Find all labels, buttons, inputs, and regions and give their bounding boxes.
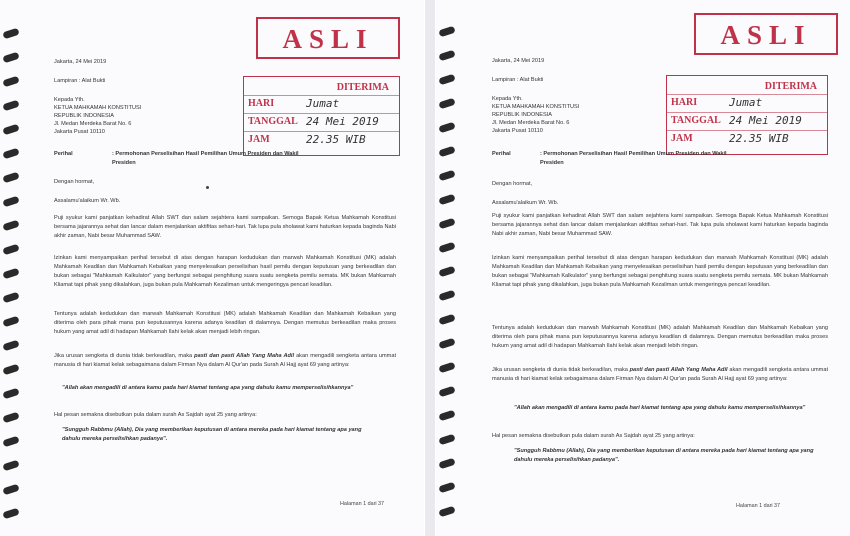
tanggal-label: TANGGAL (671, 115, 721, 126)
jam-value: 22.35 WIB (306, 133, 366, 146)
recipient: KETUA MAHKAMAH KONSTITUSI (54, 105, 142, 111)
hari-value: Jumat (729, 96, 763, 109)
spiral-binding (436, 0, 466, 536)
letter-page-left (0, 0, 424, 536)
perihal-text: : Permohonan Perselisihan Hasil Pemilihan Umum Presiden dan Wakil Presiden (112, 151, 299, 166)
perihal-label: Perihal (54, 151, 73, 157)
recipient-country: REPUBLIK INDONESIA (54, 113, 114, 119)
recipient-country: REPUBLIK INDONESIA (492, 112, 552, 118)
lampiran: Lampiran : Alat Bukti (492, 77, 544, 83)
letter-page-right (436, 0, 850, 536)
paragraph-1: Puji syukur kami panjatkan kehadirat Allah SWT dan salam sejahtera kami sampaikan. Semoga Bapak Ketua Mahkamah Konstitusi bersama jajarannya sehat dan lancar dalam menjalankan aktifitas sehari-hari. Tak lupa pula sholawat kami haturkan kepada baginda Nabi akhir zaman, Nabi besar Muhammad SAW. (492, 213, 828, 237)
page-divider (425, 0, 435, 536)
perihal-label: Perihal (492, 151, 511, 157)
greeting: Assalamu'alaikum Wr. Wb. (492, 200, 559, 206)
asli-stamp: ASLI (694, 13, 838, 55)
address-street: Jl. Medan Merdeka Barat No. 6 (492, 120, 570, 126)
paragraph-4: Jika urusan sengketa di dunia tidak berkeadilan, maka pasti dan pasti Allah Yang Maha Adil akan mengadili sengketa antara ummat manusia di hari kiamat kelak sebagaimana dalam Firman Nya dalam Al Qur'an pada Surah Al Hajj ayat 69 yang artinya: (492, 367, 828, 382)
address-city: Jakarta Pusat 10110 (492, 128, 543, 134)
jam-label: JAM (248, 134, 270, 145)
kepada: Kepada Yth. (492, 96, 523, 102)
address-city: Jakarta Pusat 10110 (54, 129, 105, 135)
lampiran: Lampiran : Alat Bukti (54, 78, 106, 84)
paragraph-3: Tentunya adalah kedudukan dan marwah Mahkamah Konstitusi (MK) adalah Mahkamah Keadilan dan Mahkamah Kebaikan yang diterima oleh para pihak mana pun keputusannya karena adanya keadilan di dalamnya. Dengan memutus berkeadilan maka proses hukum yang amat adil di hadapan Mahkamah Ilahi kelak akan menjadi lebih ringan. (54, 311, 396, 335)
kepada: Kepada Yth. (54, 97, 85, 103)
place-date: Jakarta, 24 Mei 2019 (492, 58, 545, 64)
paragraph-5: Hal pesan semakna disebutkan pula dalam surah As Sajdah ayat 25 yang artinya: (492, 433, 695, 439)
page-footer: Halaman 1 dari 37 (340, 501, 385, 507)
quote-2: "Sungguh Rabbmu (Allah), Dia yang memberikan keputusan di antara mereka pada hari kiamat tentang apa yang dahulu mereka perselisihkan padanya". (62, 427, 362, 442)
tanggal-label: TANGGAL (248, 116, 298, 127)
perihal-text: : Permohonan Perselisihan Hasil Pemilihan Umum Presiden dan Wakil Presiden (540, 151, 727, 166)
jam-value: 22.35 WIB (729, 132, 789, 145)
quote-2: "Sungguh Rabbmu (Allah), Dia yang memberikan keputusan di antara mereka pada hari kiamat tentang apa yang dahulu mereka perselisihkan padanya". (514, 448, 814, 463)
quote-1: "Allah akan mengadili di antara kamu pada hari kiamat tentang apa yang dahulu kamu memperselisihkannya" (514, 405, 806, 411)
hari-label: HARI (671, 97, 698, 108)
salutation: Dengan hormat, (492, 181, 533, 187)
paragraph-1: Puji syukur kami panjatkan kehadirat Allah SWT dan salam sejahtera kami sampaikan. Semoga Bapak Ketua Mahkamah Konstitusi bersama jajarannya sehat dan lancar dalam menjalankan aktifitas sehari-hari. Tak lupa pula sholawat kami haturkan kepada baginda Nabi akhir zaman, Nabi besar Muhammad SAW. (54, 215, 396, 239)
paragraph-2: Izinkan kami menyampaikan perihal tersebut di atas dengan harapan kedudukan dan marwah Mahkamah Konstitusi (MK) adalah Mahkamah Keadilan dan Mahkamah Kebaikan yang menyelesaikan perselisihan hasil pemilu dengan keputusan yang berkeadilan dan bukan sebagai "Mahkamah Kalkulator" yang berfungsi sebagai penghitung suara suatu sengketa pemilu semata. MK bukan Mahkamah Kliamat tapi pihak yang dikalahkan, juga bukan pula Mahkamah Kezaliman untuk mengeringya pencari keadilan. (54, 255, 396, 288)
address-street: Jl. Medan Merdeka Barat No. 6 (54, 121, 132, 127)
greeting: Assalamu'alaikum Wr. Wb. (54, 198, 121, 204)
tanggal-value: 24 Mei 2019 (729, 114, 802, 127)
tanggal-value: 24 Mei 2019 (306, 115, 379, 128)
page-footer: Halaman 1 dari 37 (736, 503, 781, 509)
quote-1: "Allah akan mengadili di antara kamu pada hari kiamat tentang apa yang dahulu kamu memperselisihkannya" (62, 385, 354, 391)
stamp-heading: DITERIMA (336, 82, 389, 93)
asli-stamp: ASLI (256, 17, 400, 59)
paragraph-3: Tentunya adalah kedudukan dan marwah Mahkamah Konstitusi (MK) adalah Mahkamah Keadilan dan Mahkamah Kebaikan yang diterima oleh para pihak mana pun keputusannya karena adanya keadilan di dalamnya. Dengan memutus berkeadilan maka proses hukum yang amat adil di hadapan Mahkamah Ilahi kelak akan menjadi lebih ringan. (492, 325, 828, 349)
received-stamp (243, 76, 400, 156)
jam-label: JAM (671, 133, 693, 144)
recipient: KETUA MAHKAMAH KONSTITUSI (492, 104, 580, 110)
stamp-heading: DITERIMA (764, 81, 817, 92)
spiral-binding (0, 0, 30, 536)
paragraph-5: Hal pesan semakna disebutkan pula dalam surah As Sajdah ayat 25 yang artinya: (54, 412, 257, 418)
salutation: Dengan hormat, (54, 179, 95, 185)
paragraph-2: Izinkan kami menyampaikan perihal tersebut di atas dengan harapan kedudukan dan marwah Mahkamah Konstitusi (MK) adalah Mahkamah Keadilan dan Mahkamah Kebaikan yang menyelesaikan perselisihan hasil pemilu dengan keputusan yang berkeadilan dan bukan sebagai "Mahkamah Kalkulator" yang berfungsi sebagai penghitung suara suatu sengketa pemilu semata. MK bukan Mahkamah Kliamat tapi pihak yang dikalahkan, juga bukan pula Mahkamah Kezaliman untuk mengeringya pencari keadilan. (492, 255, 828, 288)
paragraph-4: Jika urusan sengketa di dunia tidak berkeadilan, maka pasti dan pasti Allah Yang Maha Adil akan mengadili sengketa antara ummat manusia di hari kiamat kelak sebagaimana dalam Firman Nya dalam Al Qur'an pada Surah Al Hajj ayat 69 yang artinya: (54, 353, 396, 368)
received-stamp (666, 75, 828, 155)
hari-value: Jumat (306, 97, 340, 110)
place-date: Jakarta, 24 Mei 2019 (54, 59, 107, 65)
hari-label: HARI (248, 98, 275, 109)
